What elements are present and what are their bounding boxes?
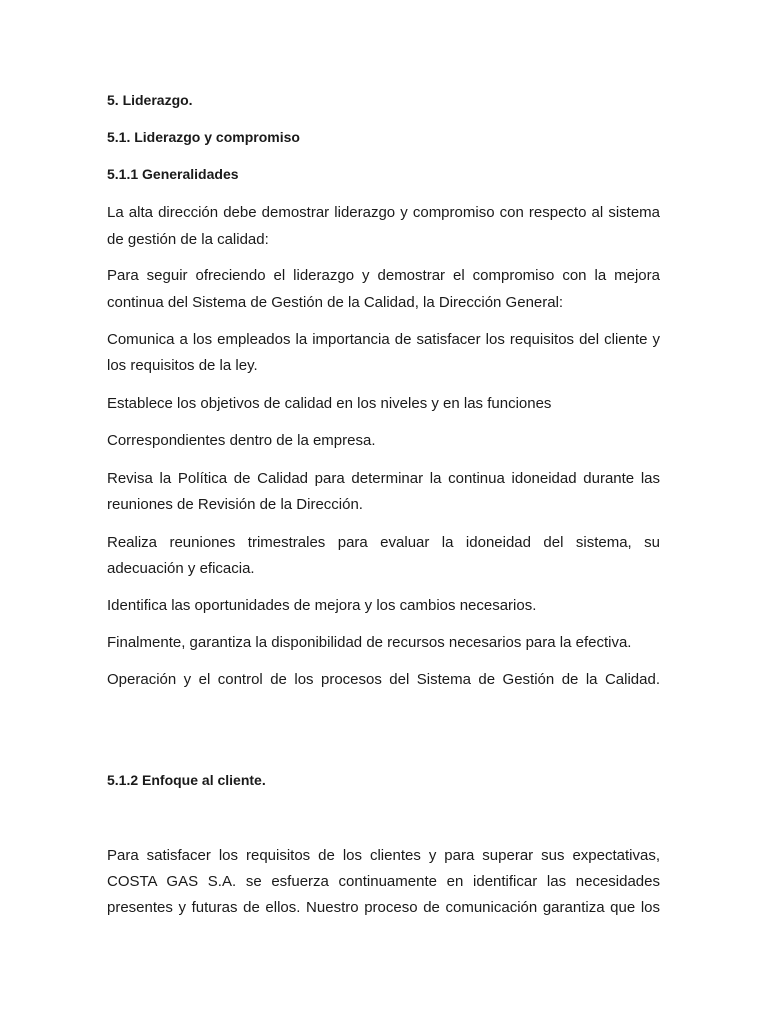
heading-generalidades: 5.1.1 Generalidades [107,166,239,182]
paragraph-line: de gestión de la calidad: [107,231,269,248]
heading-liderazgo: 5. Liderazgo. [107,92,193,108]
paragraph-line: Realiza reuniones trimestrales para evaluar la idoneidad del sistema, su [107,534,660,551]
paragraph-line: Revisa la Política de Calidad para determinar la continua idoneidad durante las [107,470,660,487]
paragraph-line: Operación y el control de los procesos del Sistema de Gestión de la Calidad. [107,671,660,688]
paragraph-line: Para satisfacer los requisitos de los clientes y para superar sus expectativas, [107,847,660,864]
paragraph-line: Para seguir ofreciendo el liderazgo y demostrar el compromiso con la mejora [107,267,660,284]
paragraph-line: La alta dirección debe demostrar liderazgo y compromiso con respecto al sistema [107,204,660,221]
paragraph-line: COSTA GAS S.A. se esfuerza continuamente en identificar las necesidades [107,873,660,890]
paragraph-line: adecuación y eficacia. [107,560,255,577]
paragraph-line: continua del Sistema de Gestión de la Calidad, la Dirección General: [107,294,564,311]
paragraph-line: Correspondientes dentro de la empresa. [107,432,376,449]
paragraph-line: presentes y futuras de ellos. Nuestro proceso de comunicación garantiza que los [107,899,660,916]
paragraph-line: Establece los objetivos de calidad en los niveles y en las funciones [107,395,552,412]
paragraph-line: Finalmente, garantiza la disponibilidad de recursos necesarios para la efectiva. [107,634,632,651]
paragraph-line: reuniones de Revisión de la Dirección. [107,496,363,513]
paragraph-line: los requisitos de la ley. [107,357,258,374]
paragraph-line: Comunica a los empleados la importancia de satisfacer los requisitos del cliente y [107,331,660,348]
paragraph-line: Identifica las oportunidades de mejora y los cambios necesarios. [107,597,537,614]
heading-liderazgo-compromiso: 5.1. Liderazgo y compromiso [107,129,300,145]
heading-enfoque-cliente: 5.1.2 Enfoque al cliente. [107,772,266,788]
